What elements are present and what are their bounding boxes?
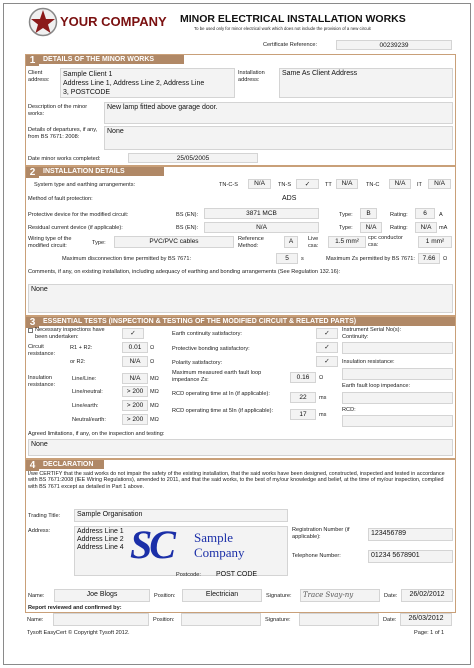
registration-label: Registration Number (if applicable): bbox=[292, 527, 350, 540]
protective-bonding-value[interactable]: ✓ bbox=[316, 342, 338, 353]
description-label: Description of the minor works: bbox=[28, 104, 88, 117]
section-declaration bbox=[25, 459, 456, 613]
completed-date-field[interactable]: 25/05/2005 bbox=[128, 153, 258, 163]
max-zs-label: Maximum Zs permitted by BS 7671: bbox=[326, 256, 415, 262]
rating-label: Rating: bbox=[390, 225, 408, 231]
rcd-5in-label: RCD operating time at 5In (if applicable): bbox=[172, 408, 274, 414]
rcd-5in-field[interactable]: 17 bbox=[290, 409, 316, 420]
protective-bonding-label: Protective bonding satisfactory: bbox=[172, 346, 250, 352]
rcd-in-field[interactable]: 22 bbox=[290, 392, 316, 403]
serial-efli-label: Earth fault loop impedance: bbox=[342, 383, 411, 389]
ins-row-label: Line/earth: bbox=[72, 403, 99, 409]
reviewer-date-label: Date: bbox=[383, 617, 397, 623]
name-field[interactable]: Joe Blogs bbox=[54, 589, 150, 602]
system-name-tncs: TN-C-S bbox=[219, 182, 238, 188]
telephone-field[interactable]: 01234 5678901 bbox=[368, 550, 453, 563]
max-zs-unit: Ω bbox=[443, 256, 448, 262]
ins-row-unit: MΩ bbox=[150, 389, 159, 395]
ins-row-label: Line/neutral: bbox=[72, 389, 103, 395]
system-value-it[interactable]: N/A bbox=[428, 179, 451, 189]
bs-en-label: BS (EN): bbox=[176, 212, 199, 218]
r1r2-unit: Ω bbox=[150, 345, 155, 351]
logo-word-1: Sample bbox=[194, 530, 233, 545]
trading-title-field[interactable]: Sample Organisation bbox=[74, 509, 288, 522]
address-line: Address Line 4 bbox=[77, 544, 124, 551]
postcode-label: Postcode: bbox=[176, 572, 201, 578]
reference-method-label: Reference Method: bbox=[238, 236, 264, 249]
description-field[interactable]: New lamp fitted above garage door. bbox=[104, 102, 453, 124]
logo-initials: SC bbox=[130, 522, 173, 567]
section-title: ESSENTIAL TESTS (INSPECTION & TESTING OF THE MODIFIED CIRCUIT & RELATED PARTS) bbox=[26, 317, 455, 326]
serial-continuity-label: Instrument Serial No(s): Continuity: bbox=[342, 327, 402, 340]
rcd-in-label: RCD operating time at In (if applicable): bbox=[172, 391, 270, 397]
form-title: MINOR ELECTRICAL INSTALLATION WORKS bbox=[180, 13, 406, 25]
client-address-field[interactable] bbox=[60, 68, 235, 98]
ins-row-unit: MΩ bbox=[150, 376, 159, 382]
reviewer-signature-label: Signature: bbox=[265, 617, 291, 623]
client-line-2: Address Line 1, Address Line 2, Address Line bbox=[63, 80, 205, 87]
loop-impedance-label: Maximum measured earth fault loop impedance Zs: bbox=[172, 370, 262, 383]
ins-row-field[interactable]: > 200 bbox=[122, 414, 148, 425]
rcd-5in-unit: ms bbox=[319, 412, 327, 418]
address-label: Address: bbox=[28, 528, 51, 534]
polarity-value[interactable]: ✓ bbox=[316, 356, 338, 367]
trading-title-label: Trading Title: bbox=[28, 513, 61, 519]
departures-field[interactable]: None bbox=[104, 126, 453, 150]
live-csa-label: Live csa: bbox=[308, 236, 319, 249]
max-disconnection-unit: s bbox=[301, 256, 304, 262]
system-value-tnc[interactable]: N/A bbox=[389, 179, 411, 189]
protective-device-label: Protective device for the modified circuit: bbox=[28, 212, 129, 218]
type-label: Type: bbox=[339, 212, 353, 218]
ins-row-unit: MΩ bbox=[150, 403, 159, 409]
rating-label: Rating: bbox=[390, 212, 408, 218]
section-number: 2 bbox=[26, 167, 39, 178]
section-installation bbox=[25, 166, 456, 316]
reviewer-date-field[interactable]: 26/03/2012 bbox=[400, 613, 452, 626]
cert-ref-field[interactable]: 00239239 bbox=[336, 40, 452, 50]
necessary-value[interactable]: ✓ bbox=[122, 328, 144, 339]
departures-label: Details of departures, if any, from BS 7671: 2008: bbox=[28, 127, 98, 140]
necessary-inspections-label: Necessary inspections have been undertaken: bbox=[35, 327, 105, 340]
client-line-1: Sample Client 1 bbox=[63, 71, 113, 78]
cert-ref-label: Certificate Reference: bbox=[263, 42, 318, 48]
wiring-type-label: Wiring type of the modified circuit: bbox=[28, 236, 72, 249]
section-title: INSTALLATION DETAILS bbox=[26, 167, 164, 176]
r1r2-field[interactable]: 0.01 bbox=[122, 342, 148, 353]
section-title: DECLARATION bbox=[26, 460, 104, 469]
installation-address-label: Installation address: bbox=[238, 70, 265, 83]
rcd-bs-field[interactable]: N/A bbox=[204, 222, 319, 233]
rcd-in-unit: ms bbox=[319, 395, 327, 401]
earth-continuity-label: Earth continuity satisfactory: bbox=[172, 331, 242, 337]
section-details bbox=[25, 54, 456, 166]
wiring-type-field[interactable]: PVC/PVC cables bbox=[114, 236, 234, 248]
wiring-type-sub-label: Type: bbox=[92, 240, 106, 246]
max-disconnection-field[interactable]: 5 bbox=[276, 253, 298, 264]
position-label: Position: bbox=[154, 593, 176, 599]
completed-label: Date minor works completed: bbox=[28, 156, 101, 162]
type-label: Type: bbox=[339, 225, 353, 231]
polarity-label: Polarity satisfactory: bbox=[172, 360, 223, 366]
footer-copyright: Tysoft EasyCert © Copyright Tysoft 2012. bbox=[27, 630, 130, 636]
ins-row-label: Neutral/earth: bbox=[72, 417, 106, 423]
date-field[interactable]: 26/02/2012 bbox=[401, 589, 453, 602]
system-name-it: IT bbox=[417, 182, 422, 188]
reviewer-position-field[interactable] bbox=[181, 613, 261, 626]
signature-label: Signature: bbox=[266, 593, 292, 599]
circuit-resistance-label: Circuit resistance: bbox=[28, 344, 56, 357]
r2-unit: Ω bbox=[150, 359, 155, 365]
r2-label: or R2: bbox=[70, 359, 86, 365]
system-type-label: System type and earthing arrangements: bbox=[34, 182, 136, 188]
ins-row-field[interactable]: > 200 bbox=[122, 386, 148, 397]
comments-label: Comments, if any, on existing installation, including adequacy of earthing and bonding arrangements (See Regulation 132.16): bbox=[28, 269, 341, 275]
client-line-3: 3, POSTCODE bbox=[63, 89, 111, 96]
agreed-limitations-label: Agreed limitations, if any, on the inspection and testing: bbox=[28, 431, 165, 437]
serial-efli-field[interactable] bbox=[342, 392, 453, 404]
r1r2-label: R1 + R2: bbox=[70, 345, 93, 351]
insulation-resistance-label: Insulation resistance: bbox=[28, 375, 56, 388]
declaration-text: I/we CERTIFY that the said works do not impair the safety of the existing installation, that the said works have been designed, constructed, inspected and tested in accordance with BS 7671:2008 (IEE Wiring Regulations), amended to 2011, and that the said works, to the best of my/our knowledge and belief, at the time of my/our inspection, complied with BS 7671 except as detailed in Part 1 above. bbox=[28, 471, 445, 490]
footer-page: Page: 1 of 1 bbox=[414, 630, 445, 636]
ins-row-unit: MΩ bbox=[150, 417, 159, 423]
signature-field[interactable] bbox=[300, 589, 380, 602]
signature-value: Trace Svay-ny bbox=[303, 591, 354, 599]
serial-insulation-label: Insulation resistance: bbox=[342, 359, 395, 365]
system-value-tncs[interactable]: N/A bbox=[248, 179, 271, 189]
reviewed-label: Report reviewed and confirmed by: bbox=[28, 605, 122, 611]
agreed-limitations-field[interactable]: None bbox=[28, 439, 453, 456]
position-field[interactable]: Electrician bbox=[182, 589, 262, 602]
live-csa-field[interactable]: 1.5 mm² bbox=[328, 236, 366, 248]
address-line: Address Line 1 bbox=[77, 528, 124, 535]
ins-row-label: Line/Line: bbox=[72, 376, 97, 382]
cpc-csa-field[interactable]: 1 mm² bbox=[418, 236, 452, 248]
system-name-tt: TT bbox=[325, 182, 332, 188]
reviewer-signature-field[interactable] bbox=[299, 613, 379, 626]
telephone-label: Telephone Number: bbox=[292, 553, 341, 559]
serial-insulation-field[interactable] bbox=[342, 368, 453, 380]
system-value-tns[interactable]: ✓ bbox=[296, 179, 319, 189]
serial-rcd-field[interactable] bbox=[342, 415, 453, 427]
fault-protection-label: Method of fault protection: bbox=[28, 196, 93, 202]
date-label: Date: bbox=[384, 593, 398, 599]
section-number: 3 bbox=[26, 317, 39, 328]
protective-rating-unit: A bbox=[439, 212, 443, 218]
company-name: YOUR COMPANY bbox=[60, 14, 167, 29]
serial-rcd-label: RCD: bbox=[342, 407, 356, 413]
company-logo bbox=[26, 6, 190, 38]
reference-method-field[interactable]: A bbox=[284, 236, 298, 248]
logo-word-2: Company bbox=[194, 545, 245, 560]
serial-continuity-field[interactable] bbox=[342, 342, 453, 354]
reviewer-position-label: Position: bbox=[153, 617, 175, 623]
system-name-tns: TN-S bbox=[278, 182, 292, 188]
section-number: 4 bbox=[26, 460, 39, 471]
rcd-type-field[interactable]: N/A bbox=[360, 222, 382, 233]
fault-protection-value: ADS bbox=[282, 195, 297, 202]
system-value-tt[interactable]: N/A bbox=[336, 179, 358, 189]
client-address-label: Client address: bbox=[28, 70, 50, 83]
loop-impedance-field[interactable]: 0.16 bbox=[290, 372, 316, 383]
rcd-label: Residual current device (if applicable): bbox=[28, 225, 123, 231]
system-name-tnc: TN-C bbox=[366, 182, 380, 188]
max-zs-field[interactable]: 7.66 bbox=[418, 253, 440, 264]
reviewer-name-label: Name: bbox=[27, 617, 44, 623]
section-essential-tests bbox=[25, 316, 456, 459]
reviewer-name-field[interactable] bbox=[53, 613, 149, 626]
r2-field[interactable]: N/A bbox=[122, 356, 148, 367]
section-number: 1 bbox=[26, 55, 39, 66]
necessary-checkbox[interactable] bbox=[28, 328, 33, 333]
installation-address-field[interactable]: Same As Client Address bbox=[279, 68, 453, 98]
registration-field[interactable]: 123456789 bbox=[368, 528, 453, 541]
section-title: DETAILS OF THE MINOR WORKS bbox=[26, 55, 184, 64]
rcd-rating-field[interactable]: N/A bbox=[415, 222, 437, 233]
address-line: Address Line 2 bbox=[77, 536, 124, 543]
bs-en-label: BS (EN): bbox=[176, 225, 199, 231]
loop-impedance-unit: Ω bbox=[319, 375, 324, 381]
earth-continuity-value[interactable]: ✓ bbox=[316, 328, 338, 339]
ins-row-field[interactable]: > 200 bbox=[122, 400, 148, 411]
cpc-csa-label: cpc conductor csa: bbox=[368, 235, 403, 248]
certificate-page bbox=[3, 3, 471, 665]
protective-type-field[interactable]: B bbox=[360, 208, 377, 219]
sample-company-logo bbox=[130, 522, 280, 567]
ins-row-field[interactable]: N/A bbox=[122, 373, 148, 384]
name-label: Name: bbox=[28, 593, 45, 599]
rcd-rating-unit: mA bbox=[439, 225, 448, 231]
star-logo-icon bbox=[28, 7, 58, 37]
protective-bs-field[interactable]: 3871 MCB bbox=[204, 208, 319, 219]
comments-field[interactable]: None bbox=[28, 284, 453, 313]
protective-rating-field[interactable]: 6 bbox=[415, 208, 435, 219]
max-disconnection-label: Maximum disconnection time permitted by BS 7671: bbox=[62, 256, 192, 262]
form-subtitle: To be used only for minor electrical work which does not include the provision of a new circuit bbox=[194, 26, 371, 31]
postcode-value: POST CODE bbox=[216, 571, 258, 578]
